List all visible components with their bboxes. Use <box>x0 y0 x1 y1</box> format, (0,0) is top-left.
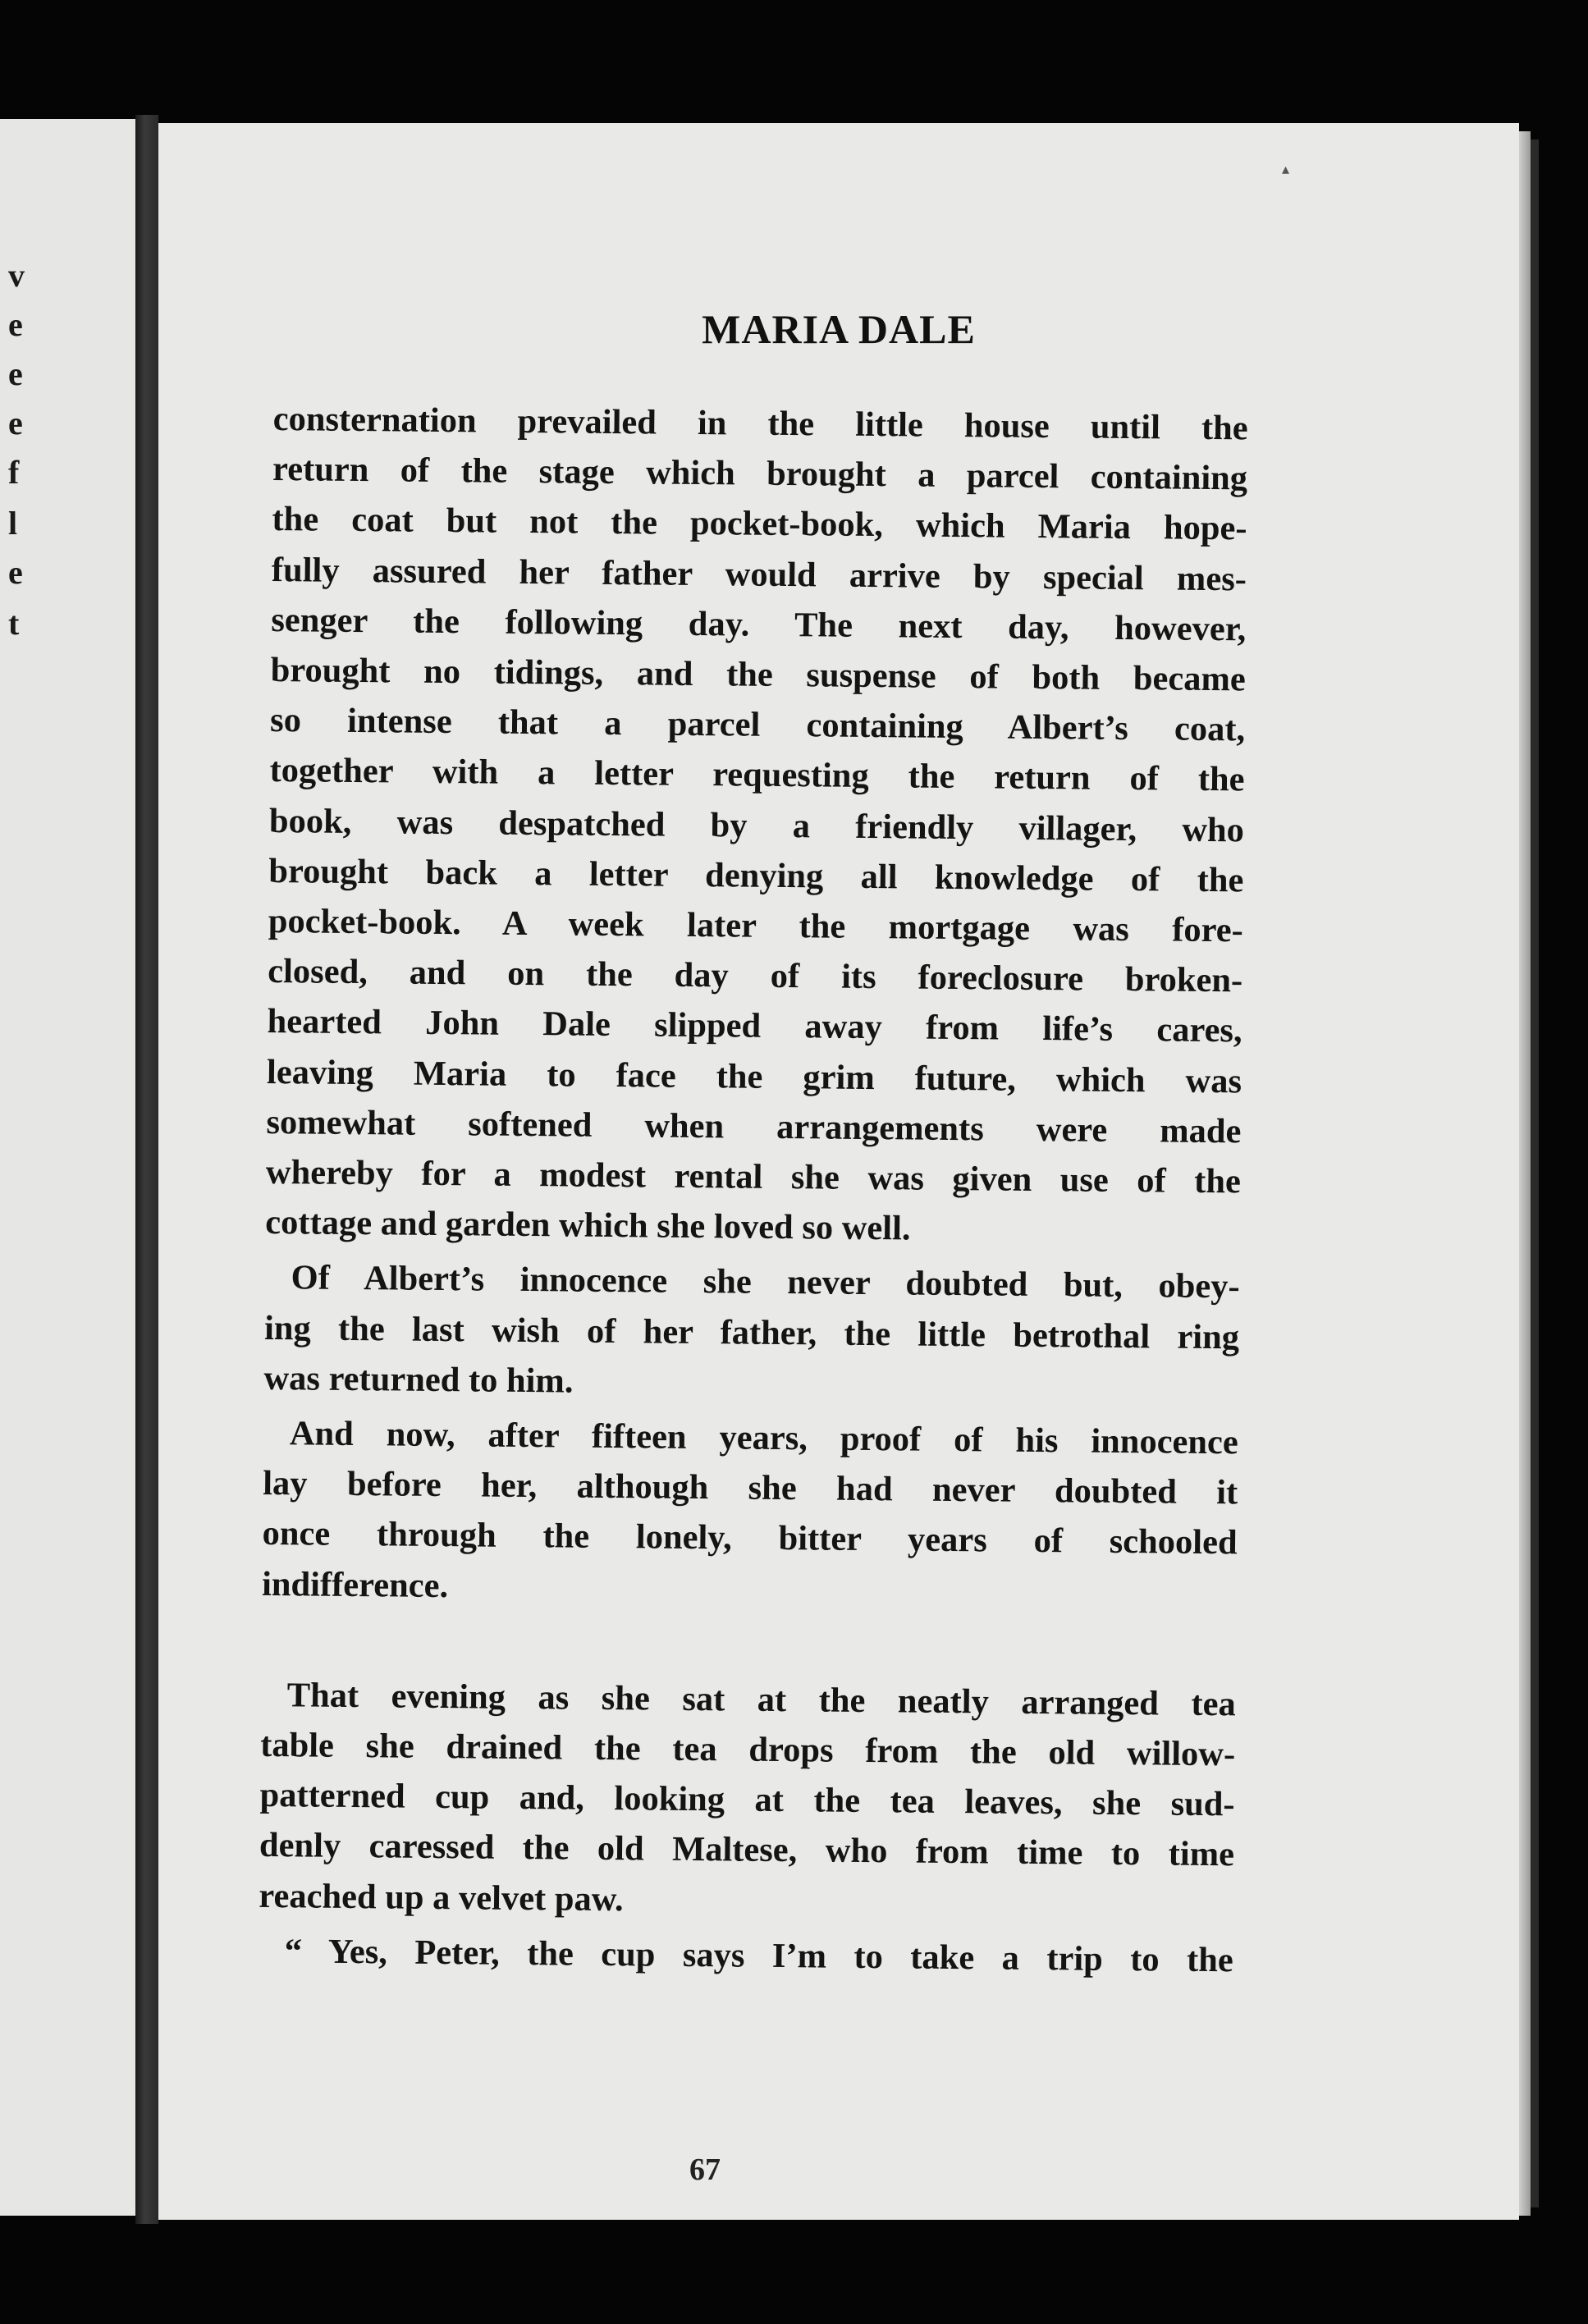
previous-page-fragment: e <box>8 355 23 392</box>
text-line: “ Yes, Peter, the cup says I’m to take a trip to the <box>284 1932 1233 1980</box>
text-line: reached up a velvet paw. <box>259 1876 624 1919</box>
text-line: together with a letter requesting the return of the <box>269 751 1245 799</box>
book-spine <box>135 115 158 2224</box>
text-line: That evening as she sat at the neatly arranged tea <box>286 1676 1236 1724</box>
text-line: whereby for a modest rental she was given use of the <box>265 1153 1242 1201</box>
paragraph <box>259 1670 1236 1930</box>
previous-page-edge <box>0 119 135 2216</box>
text-line: somewhat softened when arrangements were made <box>266 1102 1242 1151</box>
text-line: patterned cup and, looking at the tea leaves, she sud- <box>259 1776 1235 1824</box>
text-line: the coat but not the pocket-book, which Maria hope- <box>272 500 1247 548</box>
text-line: And now, after fifteen years, proof of his innocence <box>289 1414 1239 1462</box>
paragraph <box>265 394 1248 1257</box>
text-line: denly caressed the old Maltese, who from time to time <box>259 1826 1235 1874</box>
text-line: lay before her, although she had never doubted it <box>263 1464 1238 1512</box>
text-line: brought back a letter denying all knowledge of the <box>268 851 1244 900</box>
running-head: MARIA DALE <box>702 306 976 352</box>
previous-page-fragment: e <box>8 405 23 441</box>
text-line: Of Albert’s innocence she never doubted but, obey- <box>291 1258 1240 1306</box>
body-text <box>258 394 1247 1985</box>
previous-page-fragment: f <box>8 454 20 491</box>
text-line: brought no tidings, and the suspense of both became <box>270 651 1246 699</box>
paragraph <box>263 1252 1240 1412</box>
text-line: table she drained the tea drops from the old willow- <box>259 1726 1236 1774</box>
text-line: hearted John Dale slipped away from life’s cares, <box>267 1002 1242 1050</box>
text-line: so intense that a parcel containing Albert’s coat, <box>269 701 1246 749</box>
text-line: return of the stage which brought a parcel containing <box>272 450 1248 498</box>
previous-page-fragment: v <box>8 257 25 294</box>
section-break <box>261 1609 1237 1679</box>
paragraph <box>262 1408 1238 1618</box>
text-line: indifference. <box>261 1564 449 1605</box>
page-number: 67 <box>689 2152 721 2187</box>
text-line: was returned to him. <box>263 1358 574 1401</box>
previous-page-fragment: l <box>8 505 18 542</box>
text-line: book, was despatched by a friendly villager, who <box>268 801 1245 850</box>
previous-page-fragment: t <box>8 605 20 642</box>
previous-page-fragment: e <box>8 554 23 591</box>
text-line: leaving Maria to face the grim future, which was <box>266 1052 1242 1101</box>
text-line: fully assured her father would arrive by special mes- <box>271 550 1247 599</box>
text-line: pocket-book. A week later the mortgage was fore- <box>268 902 1244 950</box>
text-line: cottage and garden which she loved so well. <box>265 1203 911 1248</box>
text-line: closed, and on the day of its foreclosure broken- <box>268 952 1243 1000</box>
text-line: ing the last wish of her father, the little betrothal ring <box>263 1308 1240 1357</box>
page-edge-shadow <box>1531 140 1539 2207</box>
text-line: senger the following day. The next day, however, <box>271 600 1247 649</box>
page-edge <box>1519 131 1531 2216</box>
text-line: once through the lonely, bitter years of schooled <box>262 1514 1238 1562</box>
page-corner-mark: ▴ <box>1282 161 1290 177</box>
previous-page-fragment: e <box>8 306 23 343</box>
paragraph <box>258 1926 1233 1986</box>
text-line: consternation prevailed in the little house until the <box>272 399 1248 448</box>
